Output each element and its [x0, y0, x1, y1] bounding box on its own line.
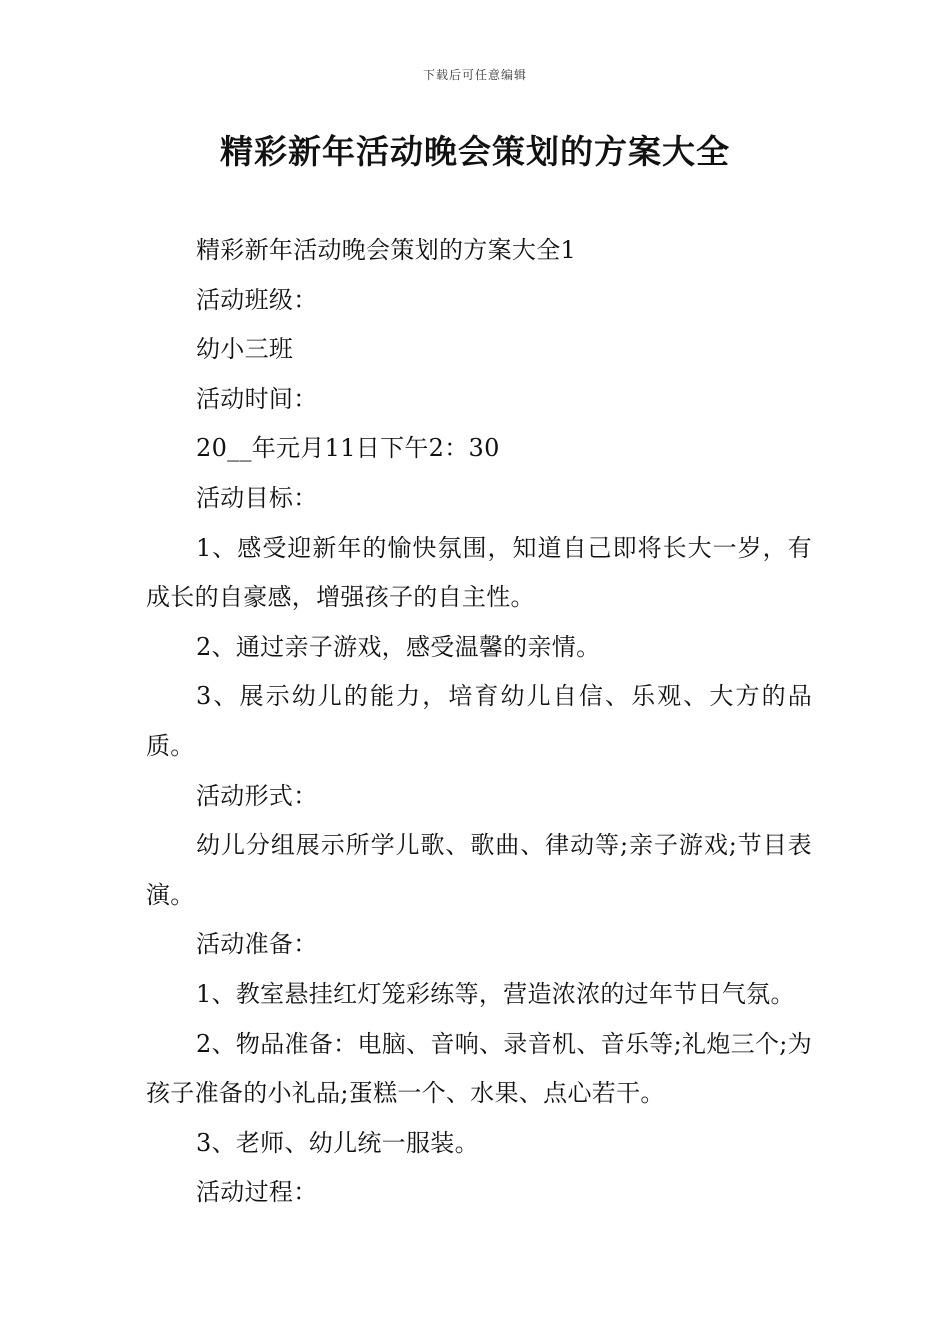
- paragraph: 活动班级：: [196, 285, 318, 314]
- paragraph: 1、教室悬挂红灯笼彩练等，营造浓浓的过年节日气氛。: [196, 979, 795, 1008]
- paragraph: 活动准备：: [196, 930, 318, 959]
- paragraph: 2、物品准备：电脑、音响、录音机、音乐等;礼炮三个;为孩子准备的小礼品;蛋糕一个、水果、点心若干。: [146, 1029, 812, 1108]
- paragraph: 3、老师、幼儿统一服装。: [196, 1128, 479, 1157]
- document-title: 精彩新年活动晚会策划的方案大全: [220, 132, 730, 171]
- paragraph: 幼小三班: [196, 335, 294, 364]
- paragraph: 活动过程：: [196, 1178, 318, 1207]
- paragraph: 活动目标：: [196, 483, 318, 512]
- paragraph: 精彩新年活动晚会策划的方案大全1: [196, 236, 577, 264]
- paragraph: 2、通过亲子游戏，感受温馨的亲情。: [196, 632, 601, 661]
- document-body: [146, 226, 812, 1218]
- paragraph: 3、展示幼儿的能力，培育幼儿自信、乐观、大方的品质。: [146, 682, 812, 760]
- paragraph: 活动形式：: [196, 781, 318, 810]
- paragraph: 20__年元月11日下午2：30: [196, 434, 500, 463]
- paragraph: 幼儿分组展示所学儿歌、歌曲、律动等;亲子游戏;节目表演。: [146, 831, 812, 909]
- paragraph: 1、感受迎新年的愉快氛围，知道自己即将长大一岁，有成长的自豪感，增强孩子的自主性。: [146, 533, 812, 612]
- header-note: 下载后可任意编辑: [422, 68, 527, 82]
- paragraph: 活动时间：: [196, 384, 318, 413]
